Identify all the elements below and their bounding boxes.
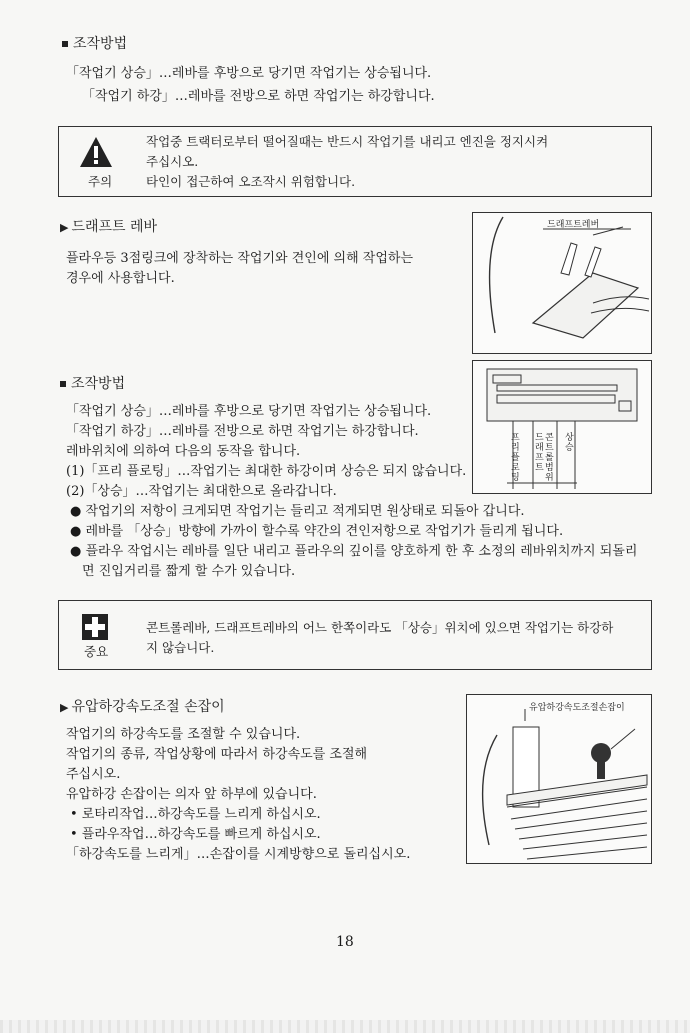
section-1-heading	[62, 33, 127, 53]
section-2-line-3: 레바위치에 의하여 다음의 동작을 합니다.	[66, 444, 301, 459]
section-2-line-4: (1)「프리 플로팅」…작업기는 최대한 하강이며 상승은 되지 않습니다.	[66, 464, 467, 479]
bullet-text: 플라우 작업시는 레바를 일단 내리고 플라우의 깊이를 양호하게 한 후 소정의 레바위치까지 되돌리	[85, 544, 638, 559]
hydraulic-line-7: 「하강속도를 느리게」…손잡이를 시계방향으로 돌리십시오.	[66, 847, 411, 862]
hydraulic-figure-label: 유압하강속도조절손잡이	[529, 703, 625, 713]
section-2-line-2: 「작업기 하강」…레바를 전방으로 하면 작업기는 하강합니다.	[66, 424, 419, 439]
label-free-floating: 프리플로팅	[511, 433, 520, 483]
scan-edge-strip	[0, 1020, 690, 1033]
draft-lever-drawing	[473, 213, 651, 353]
section-1-line-2: 「작업기 하강」…레바를 전방으로 하면 작업기는 하강합니다.	[82, 89, 435, 104]
section-2-line-5: (2)「상승」…작업기는 최대한으로 올라갑니다.	[66, 484, 337, 499]
hydraulic-knob-figure	[466, 694, 652, 864]
lever-range-drawing	[473, 361, 651, 493]
section-2-heading	[60, 373, 125, 393]
triangle-bullet-icon: ▶	[60, 221, 69, 234]
page-number: 18	[336, 934, 354, 950]
warning-icon	[79, 136, 113, 168]
label-raise: 상승	[565, 433, 574, 453]
bullet-text: 레바를 「상승」방향에 가까이 할수록 약간의 견인저항으로 작업기가 들리게 됩니다.	[85, 524, 564, 539]
section-2-bullet-3-cont: 면 진입거리를 짧게 할 수가 있습니다.	[82, 564, 296, 579]
important-cross-icon	[81, 613, 109, 641]
caution-line-3: 타인이 접근하여 오조작시 위험합니다.	[146, 174, 356, 189]
caution-label: 주의	[88, 174, 113, 189]
draft-figure-label: 드래프트레버	[547, 220, 600, 230]
hydraulic-line-5: • 로타리작업…하강속도를 느리게 하십시오.	[70, 807, 321, 822]
important-line-2: 지 않습니다.	[146, 640, 215, 655]
draft-line-2: 경우에 사용합니다.	[66, 271, 175, 286]
hydraulic-heading	[60, 696, 225, 716]
draft-heading	[60, 216, 157, 236]
hydraulic-knob-drawing	[467, 695, 651, 863]
draft-title: 드래프트 레바	[71, 219, 158, 235]
lever-range-figure	[472, 360, 652, 494]
section-1-title: 조작방법	[73, 36, 128, 52]
square-bullet-icon	[62, 41, 68, 47]
section-2-bullet-2: ● 레바를 「상승」방향에 가까이 할수록 약간의 견인저항으로 작업기가 들리게 됩니다.	[70, 524, 564, 539]
caution-box	[58, 126, 652, 197]
hydraulic-line-2: 작업기의 종류, 작업상황에 따라서 하강속도를 조절해	[66, 747, 368, 762]
bullet-text: 작업기의 저항이 크게되면 작업기는 들리고 적게되면 원상태로 되돌아 갑니다.	[85, 504, 525, 519]
important-label: 중요	[84, 644, 109, 659]
draft-line-1: 플라우등 3점링크에 장착하는 작업기와 견인에 의해 작업하는	[66, 251, 414, 266]
important-box	[58, 600, 652, 670]
hydraulic-title: 유압하강속도조절 손잡이	[71, 699, 225, 715]
label-draft: 드래프트	[535, 433, 544, 473]
draft-lever-figure	[472, 212, 652, 354]
hydraulic-line-4: 유압하강 손잡이는 의자 앞 하부에 있습니다.	[66, 787, 317, 802]
section-2-bullet-3: ● 플라우 작업시는 레바를 일단 내리고 플라우의 깊이를 양호하게 한 후 소정의 레바위치까지 되돌리	[70, 544, 638, 559]
caution-line-1: 작업중 트랙터로부터 떨어질때는 반드시 작업기를 내리고 엔진을 정지시켜	[146, 134, 549, 149]
section-1-line-1: 「작업기 상승」…레바를 후방으로 당기면 작업기는 상승됩니다.	[66, 66, 432, 81]
section-2-title: 조작방법	[71, 376, 126, 392]
section-2-bullet-1: ● 작업기의 저항이 크게되면 작업기는 들리고 적게되면 원상태로 되돌아 갑니다.	[70, 504, 525, 519]
hydraulic-line-3: 주십시오.	[66, 767, 121, 782]
important-line-1: 콘트롤레바, 드래프트레바의 어느 한쪽이라도 「상승」위치에 있으면 작업기는 하강하	[146, 620, 614, 635]
hydraulic-line-1: 작업기의 하강속도를 조절할 수 있습니다.	[66, 727, 301, 742]
section-2-line-1: 「작업기 상승」…레바를 후방으로 당기면 작업기는 상승됩니다.	[66, 404, 432, 419]
caution-line-2: 주십시오.	[146, 154, 199, 169]
triangle-bullet-icon: ▶	[60, 701, 69, 714]
square-bullet-icon	[60, 381, 66, 387]
hydraulic-line-6: • 플라우작업…하강속도를 빠르게 하십시오.	[70, 827, 321, 842]
label-control-range: 콘트롤범위	[545, 433, 554, 483]
